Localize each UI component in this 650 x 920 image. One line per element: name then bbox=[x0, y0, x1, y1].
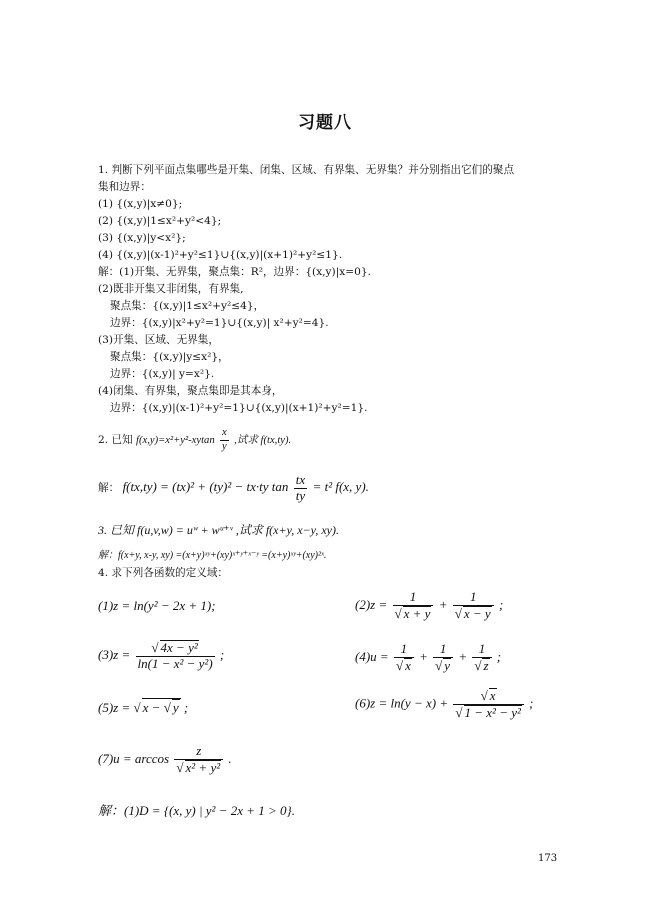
q1-item-1: (1) {(x,y)|x≠0}; bbox=[98, 198, 183, 210]
q4-f2-radicand-2: x − y bbox=[463, 605, 491, 621]
q4-formula-7: (7)u = arccos $\frac{z}{\text{√ x² + y²}}$ . bbox=[98, 743, 232, 775]
q4-f4-num-2: 1 bbox=[439, 641, 447, 656]
q1-answer-1: 解：(1)开集、无界集，聚点集：R²，边界：{(x,y)|x=0}. bbox=[98, 266, 371, 278]
q4-f4-den-1 bbox=[394, 657, 414, 674]
q4-f4-radicand-1: x bbox=[405, 657, 411, 673]
q4-f5-prefix: (5)z = bbox=[98, 700, 131, 715]
q4-f3-radicand: 4x − y² bbox=[160, 640, 198, 655]
q2-answer bbox=[98, 472, 369, 503]
q4-f7-den bbox=[174, 759, 223, 776]
q4-f4-den-3 bbox=[472, 657, 491, 674]
q4-f4-prefix: (4)u = bbox=[355, 648, 389, 664]
q4-f3-frac bbox=[136, 640, 215, 672]
q4-f2-num-1: 1 bbox=[409, 589, 417, 604]
sqrt-icon: √ bbox=[474, 657, 482, 673]
q4-f2-prefix: (2)z = bbox=[355, 596, 388, 612]
q1-intro-line2: 集和边界： bbox=[98, 181, 151, 193]
q2-answer-lhs: f(tx,ty) = (tx)² + (ty)² − tx·ty tan bbox=[122, 479, 289, 494]
q1-intro-line1: 1. 判断下列平面点集哪些是开集、闭集、区域、有界集、无界集？并分别指出它们的聚点 bbox=[98, 164, 515, 176]
q4-f6-den-radicand: 1 − x² − y² bbox=[464, 704, 521, 720]
q4-f2-den-2 bbox=[453, 605, 494, 622]
q4-f3-num bbox=[136, 640, 215, 656]
q4-answer: 解：(1)D = {(x, y) | y² − 2x + 1 > 0}. bbox=[98, 803, 295, 818]
q4-f6-num-radicand: x bbox=[489, 688, 496, 703]
page-title: 习题八 bbox=[298, 113, 352, 133]
q1-answer-3: 聚点集：{(x,y)|1≤x²+y²≤4}， bbox=[110, 300, 265, 312]
q4-f6-den bbox=[453, 704, 524, 721]
q1-answer-2: (2)既非开集又非闭集，有界集, bbox=[98, 283, 244, 295]
q4-f7-prefix: (7)u = arccos bbox=[98, 750, 170, 766]
q4-formula-4: (4)u = $\frac{1}{√ x}$ + $\frac{1}{√ y}$ + $\frac{1}{√ z}$ ; bbox=[355, 641, 502, 673]
q4-f5-radicand bbox=[142, 698, 181, 716]
q4-f4-frac-3 bbox=[472, 642, 491, 674]
sqrt-icon: √ bbox=[394, 605, 402, 621]
sqrt-icon: √ bbox=[454, 605, 462, 621]
q2-given: f(x,y)=x²+y²-xytan bbox=[136, 435, 215, 446]
q3-question: 3. 已知 f(u,v,w) = uʷ + wᵘ⁺ᵛ ,试求 f(x+y, x−y, xy). bbox=[98, 523, 339, 537]
q1-answer-5: (3)开集、区域、无界集， bbox=[98, 334, 219, 346]
q2-frac-num: x bbox=[222, 427, 227, 439]
q4-f7-num: z bbox=[196, 743, 202, 758]
q4-f2-radicand-1: x + y bbox=[403, 605, 431, 621]
q2-question bbox=[98, 425, 291, 456]
q2-ask: ,试求 f(tx,ty). bbox=[234, 435, 292, 446]
q4-f2-num-2: 1 bbox=[469, 589, 477, 604]
q4-f6-frac bbox=[453, 688, 524, 721]
sqrt-icon: √ bbox=[151, 640, 159, 655]
q4-f4-frac-2 bbox=[433, 642, 453, 674]
q4-f5-a: x − bbox=[142, 700, 161, 715]
q4-f4-radicand-3: z bbox=[483, 657, 489, 673]
q4-f3-den: ln(1 − x² − y²) bbox=[137, 655, 213, 671]
sqrt-icon: √ bbox=[163, 700, 171, 715]
q1-answer-7: 边界：{(x,y)| y=x²}. bbox=[110, 368, 215, 380]
sqrt-icon: √ bbox=[176, 759, 184, 775]
sqrt-icon: √ bbox=[480, 688, 488, 703]
q4-f2-frac-2 bbox=[453, 590, 494, 622]
q1-answer-9: 边界：{(x,y)|(x-1)²+y²=1}∪{(x,y)|(x+1)²+y²=1}. bbox=[110, 402, 368, 414]
q4-formula-1: (1)z = ln(y² − 2x + 1); bbox=[98, 598, 216, 613]
q4-f4-frac-1 bbox=[394, 642, 414, 674]
sqrt-icon: √ bbox=[455, 704, 463, 720]
q1-answer-8: (4)闭集、有界集，聚点集即是其本身， bbox=[98, 385, 283, 397]
q4-f6-prefix: (6)z = ln(y − x) + bbox=[355, 695, 449, 711]
sqrt-icon: √ bbox=[435, 657, 443, 673]
q2-answer-rhs: = t² f(x, y). bbox=[312, 479, 369, 494]
q4-question: 4. 求下列各函数的定义域： bbox=[98, 567, 229, 579]
sqrt-icon: √ bbox=[133, 700, 141, 715]
q4-f2-den-1 bbox=[393, 605, 434, 622]
q3-answer: 解：f(x+y, x-y, xy) =(x+y)ˣʸ+(xy)ˣ⁺ʸ⁺ˣ⁻ʸ =(x+y)ˣʸ+(xy)²ˣ. bbox=[98, 550, 327, 561]
q2-answer-frac-num: tx bbox=[295, 471, 306, 487]
q4-f4-num-3: 1 bbox=[478, 641, 486, 656]
q4-formula-6: (6)z = ln(y − x) + $\frac{√ x}{\text{√ 1 − x² − y²}}$ ; bbox=[355, 688, 534, 720]
q2-answer-label: 解： bbox=[98, 482, 120, 494]
q4-f4-num-1: 1 bbox=[400, 641, 408, 656]
q4-f6-num bbox=[453, 688, 524, 704]
q4-f7-frac bbox=[174, 744, 223, 776]
page-number: 173 bbox=[538, 853, 558, 864]
q4-formula-2: (2)z = $\frac{1}{√ x + y}$ + $\frac{1}{√ x - y}$ ; bbox=[355, 589, 504, 621]
q4-formula-5: (5)z = √ x − √ y ; bbox=[98, 700, 189, 715]
q1-item-2: (2) {(x,y)|1≤x²+y²<4}; bbox=[98, 215, 222, 227]
q4-f2-frac-1 bbox=[393, 590, 434, 622]
q4-f7-radicand: x² + y² bbox=[185, 759, 221, 775]
sqrt-icon: √ bbox=[395, 657, 404, 673]
q1-item-3: (3) {(x,y)|y<x²}; bbox=[98, 232, 186, 244]
q1-answer-6: 聚点集：{(x,y)|y≤x²}， bbox=[110, 351, 229, 363]
q4-f4-radicand-2: y bbox=[444, 657, 451, 673]
q1-answer-4: 边界：{(x,y)|x²+y²=1}∪{(x,y)| x²+y²=4}. bbox=[110, 317, 329, 329]
q4-f5-b: y bbox=[172, 700, 179, 715]
q4-f4-den-2 bbox=[433, 657, 453, 674]
q2-fraction bbox=[220, 427, 229, 452]
q2-answer-fraction bbox=[294, 473, 307, 504]
q2-answer-frac-den: ty bbox=[295, 487, 306, 503]
q1-item-4: (4) {(x,y)|(x-1)²+y²≤1}∪{(x,y)|(x+1)²+y²≤1}. bbox=[98, 249, 343, 261]
q2-prefix: 2. 已知 bbox=[98, 434, 133, 446]
q2-frac-den: y bbox=[222, 440, 227, 452]
q4-f3-prefix: (3)z = bbox=[98, 646, 131, 662]
q4-formula-3: (3)z = $\frac{\text{√ 4x − y²}}{\text{ln(1 − x² − y²)}}$ ; bbox=[98, 640, 225, 671]
